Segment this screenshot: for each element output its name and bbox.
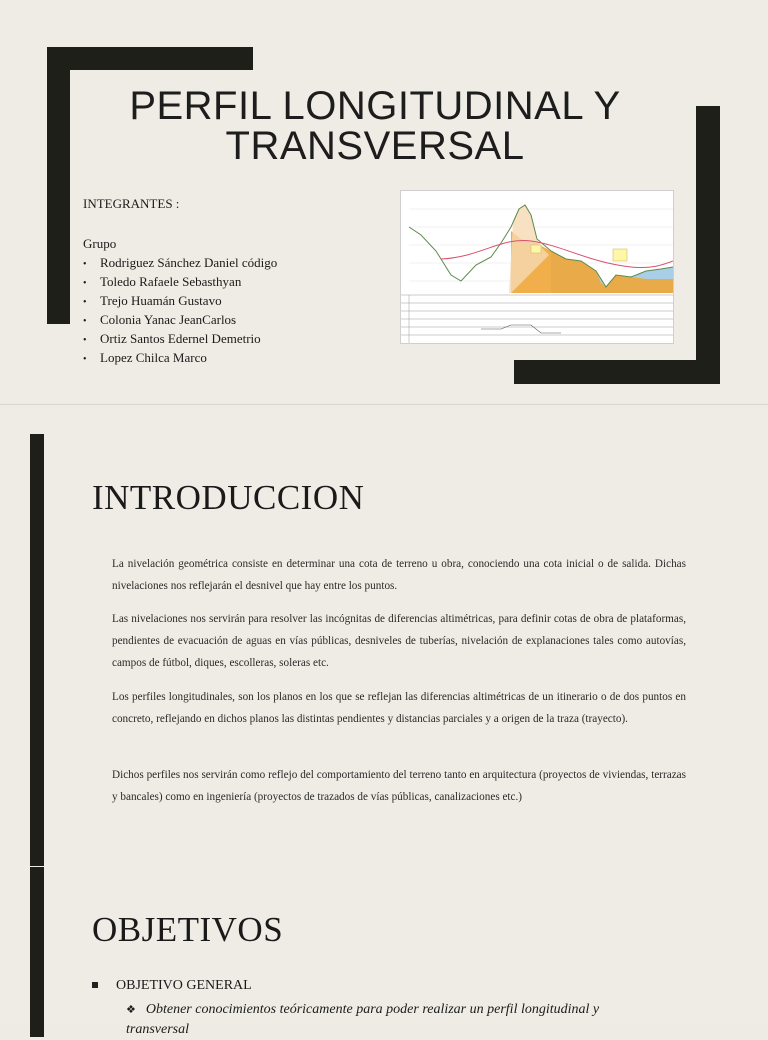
frame-bar-top [47,47,253,70]
bullet-dot-icon: • [83,259,87,270]
bullet-dot-icon: • [83,316,87,327]
paragraph: Los perfiles longitudinales, son los planos en los que se reflejan las diferencias altimétricas de un itinerario o de dos puntos en concreto, reflejando en dichos planos las distintas pendientes y distancias parciales y a origen de la traza (trayecto). [112,691,686,725]
list-item: • Lopez Chilca Marco [83,349,277,368]
list-item: • Colonia Yanac JeanCarlos [83,311,277,330]
bullet-dot-icon: • [83,278,87,289]
integrantes-label: INTEGRANTES : [83,196,180,211]
paragraph: La nivelación geométrica consiste en determinar una cota de terreno u obra, conociendo una cota inicial o de salida. Dichas nivelaciones nos reflejarán el desnivel que hay entre los puntos. [112,558,686,592]
profile-chart-graphic [401,191,673,343]
title-slide [0,0,768,404]
objective-general [92,978,252,994]
members-list [83,254,277,368]
list-item: • Trejo Huamán Gustavo [83,292,277,311]
list-item: • Ortiz Santos Edernel Demetrio [83,330,277,349]
grupo-label: Grupo [83,236,117,251]
objective-item-text: Obtener conocimientos teóricamente para poder realizar un perfil longitudinal y transversal [126,1002,600,1037]
frame-bar-left [47,47,70,324]
list-item: • Rodriguez Sánchez Daniel código [83,254,277,273]
slide-title-line-2: TRANSVERSAL [225,124,525,168]
objectives-heading: OBJETIVOS [92,910,284,949]
frame-bar-bottom [514,360,720,384]
paragraph: Las nivelaciones nos servirán para resolver las incógnitas de diferencias altimétricas, para definir cotas de obra de plataformas, pendientes de evacuación de aguas en vías públicas, desniveles de tuberías, nivelación de explanaciones tales como autovías, campos de fútbol, diques, escolleras, soleras etc. [112,613,686,669]
profile-chart-image [400,190,674,344]
list-item: • Toledo Rafaele Sebasthyan [83,273,277,292]
introduction-heading: INTRODUCCION [92,478,365,517]
frame-bar-right [696,106,720,384]
slide-title-line-1: PERFIL LONGITUDINAL Y [129,84,621,128]
bullet-dot-icon: • [83,335,87,346]
bullet-dot-icon: • [83,297,87,308]
paragraph: Dichos perfiles nos servirán como reflejo del comportamiento del terreno tanto en arquitectura (proyectos de viviendas, terrazas y bancales) como en ingeniería (proyectos de trazados de vías públicas, canalizaciones etc.) [112,769,686,803]
square-bullet-icon [92,982,98,988]
diamond-bullet-icon: ❖ [126,1004,136,1016]
introduction-slide [0,404,768,1037]
slide-title [90,86,660,166]
accent-bar-top [30,434,44,866]
bullet-dot-icon: • [83,354,87,365]
accent-bar-bottom [30,867,44,1037]
objective-general-label: OBJETIVO GENERAL [116,978,252,993]
objective-item [126,1000,646,1040]
